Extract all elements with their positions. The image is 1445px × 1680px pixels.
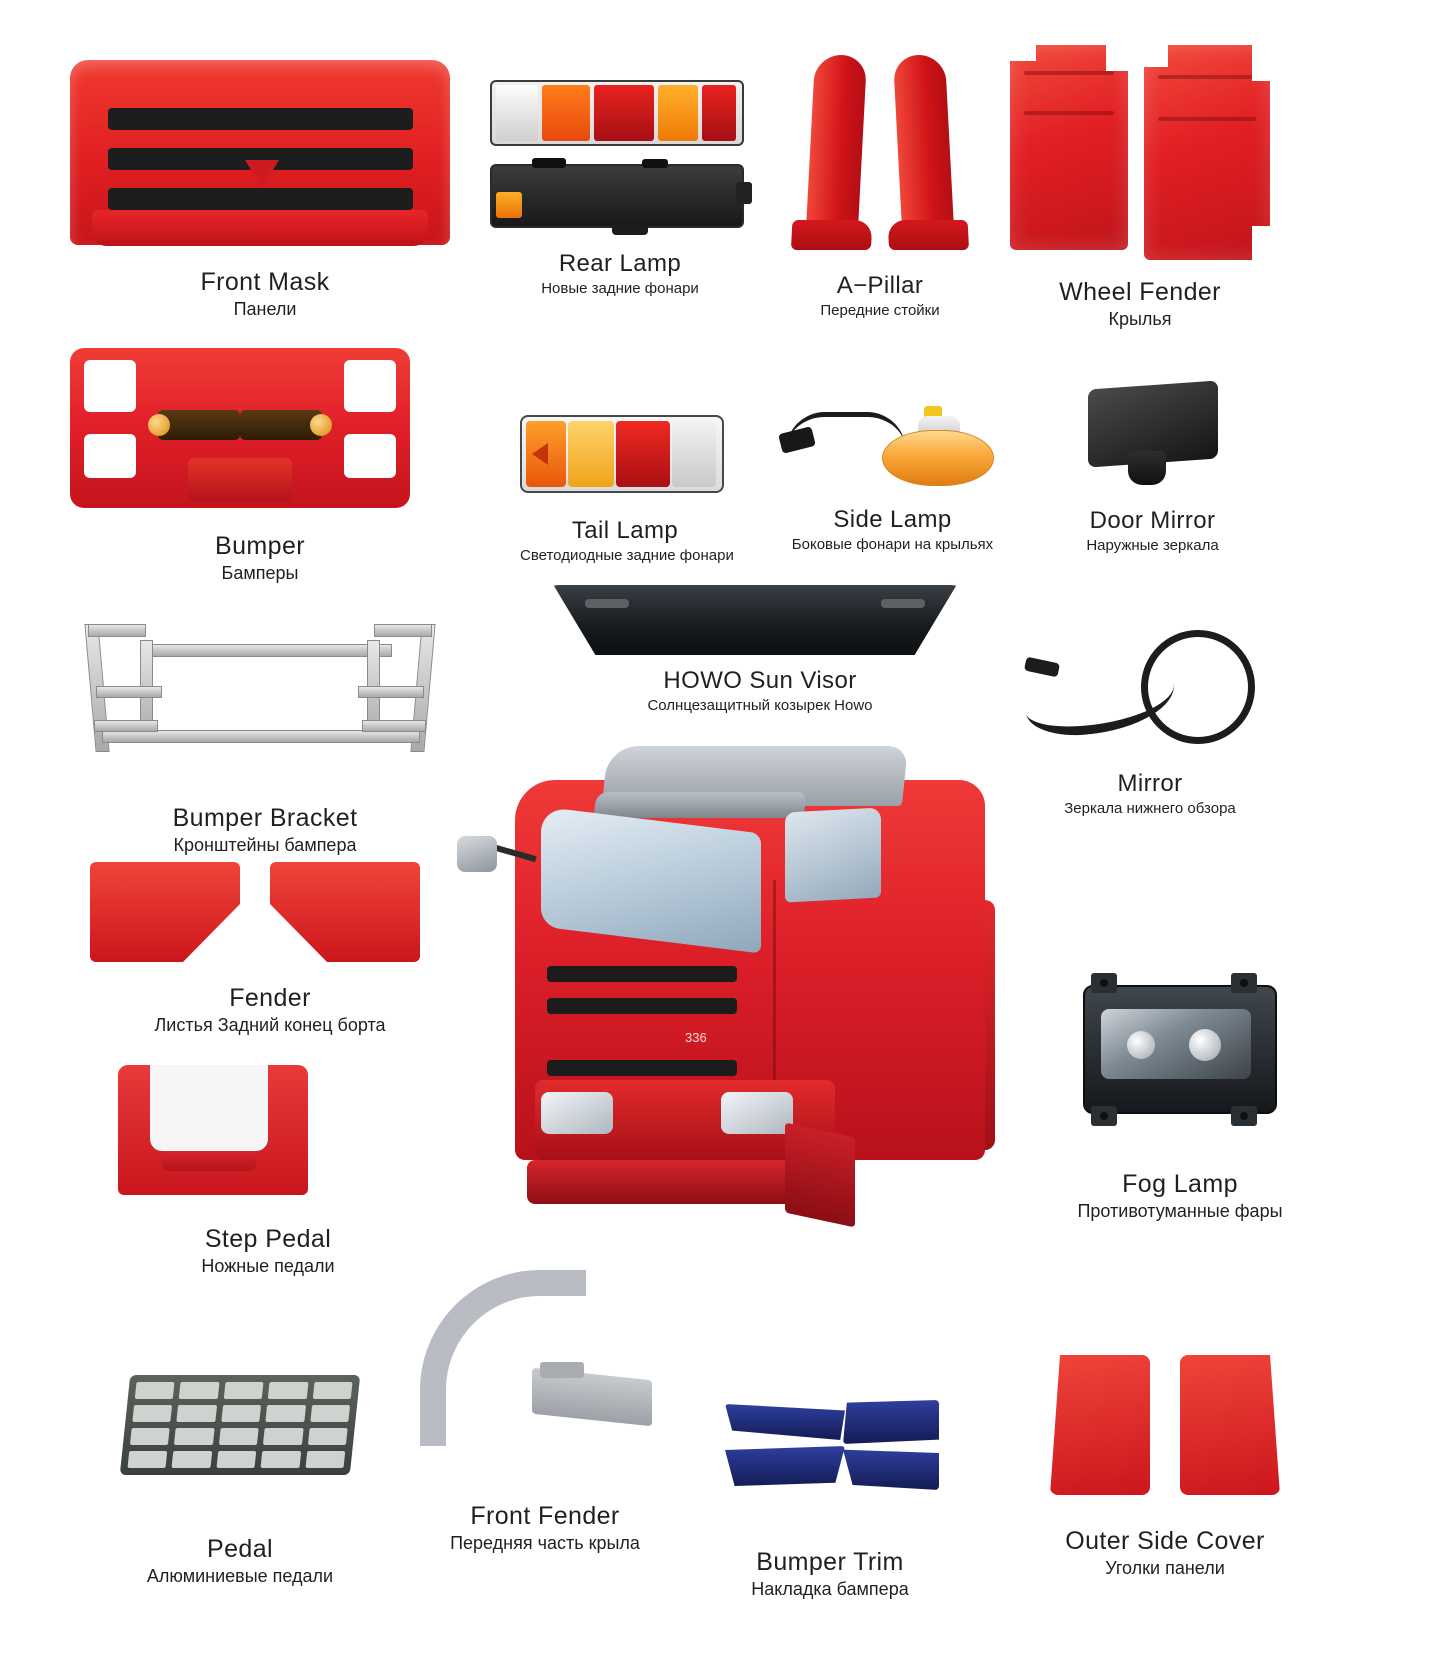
catalog-item-pedal <box>95 1375 385 1586</box>
fog-lamp-caption <box>1055 1170 1305 1221</box>
outer-side-cover-label-ru: Уголки панели <box>1105 1557 1225 1578</box>
a-pillar-label-en: A−Pillar <box>836 272 924 299</box>
catalog-item-bumper-bracket <box>80 610 450 855</box>
wheel-fender-image <box>1005 45 1275 260</box>
sun-visor-image <box>545 585 975 655</box>
door-mirror-image <box>1020 385 1285 485</box>
bumper-trim-image <box>695 1390 965 1500</box>
rear-lamp-label-en: Rear Lamp <box>558 250 682 277</box>
catalog-item-outer-side-cover <box>1030 1355 1300 1578</box>
bumper-trim-label-ru: Накладка бампера <box>751 1578 909 1599</box>
a-pillar-label-ru: Передние стойки <box>820 301 940 319</box>
catalog-item-bumper <box>70 348 450 583</box>
wheel-fender-label-en: Wheel Fender <box>1059 278 1221 306</box>
a-pillar-caption <box>790 272 970 319</box>
catalog-item-fog-lamp <box>1055 985 1305 1221</box>
sun-visor-caption <box>545 667 975 714</box>
front-mask-caption <box>70 268 460 319</box>
step-pedal-image <box>118 1065 418 1195</box>
front-fender-label-ru: Передняя часть крыла <box>450 1532 640 1553</box>
step-pedal-label-en: Step Pedal <box>204 1225 332 1253</box>
outer-side-cover-label-en: Outer Side Cover <box>1065 1527 1265 1555</box>
bumper-caption <box>70 532 450 583</box>
fender-label-ru: Листья Задний конец борта <box>154 1014 386 1035</box>
side-lamp-image <box>780 400 1005 490</box>
fender-label-en: Fender <box>229 984 311 1012</box>
sun-visor-label-en: HOWO Sun Visor <box>663 667 857 694</box>
catalog-item-front-mask <box>70 60 460 319</box>
pedal-label-ru: Алюминиевые педали <box>146 1565 334 1586</box>
bumper-bracket-caption <box>80 804 450 855</box>
mirror-label-ru: Зеркала нижнего обзора <box>1064 799 1236 817</box>
catalog-item-step-pedal <box>118 1065 418 1276</box>
catalog-item-tail-lamp <box>520 415 734 564</box>
tail-lamp-caption <box>520 517 734 564</box>
catalog-item-mirror <box>1025 630 1275 817</box>
door-mirror-label-en: Door Mirror <box>1089 507 1216 534</box>
fog-lamp-label-en: Fog Lamp <box>1122 1170 1238 1198</box>
catalog-item-door-mirror <box>1020 385 1285 554</box>
catalog-item-fender <box>90 862 450 1035</box>
a-pillar-image <box>790 55 970 250</box>
front-fender-label-en: Front Fender <box>470 1502 620 1530</box>
step-pedal-caption <box>118 1225 418 1276</box>
catalog-item-a-pillar <box>790 55 970 319</box>
front-mask-label-en: Front Mask <box>200 268 330 296</box>
rear-lamp-image <box>490 80 750 228</box>
bumper-trim-label-en: Bumper Trim <box>756 1548 904 1576</box>
mirror-caption <box>1025 770 1275 817</box>
catalog-item-rear-lamp <box>490 80 750 297</box>
fender-image <box>90 862 450 962</box>
tail-lamp-label-en: Tail Lamp <box>571 517 679 544</box>
side-lamp-label-en: Side Lamp <box>833 506 952 533</box>
outer-side-cover-caption <box>1030 1527 1300 1578</box>
bumper-bracket-label-ru: Кронштейны бампера <box>173 834 357 855</box>
pedal-label-en: Pedal <box>207 1535 273 1563</box>
fog-lamp-label-ru: Противотуманные фары <box>1077 1200 1283 1221</box>
door-mirror-label-ru: Наружные зеркала <box>1086 536 1219 554</box>
fender-caption <box>90 984 450 1035</box>
fog-lamp-image <box>1055 985 1305 1114</box>
mirror-image <box>1025 630 1275 760</box>
pedal-image <box>95 1375 385 1475</box>
catalog-item-wheel-fender <box>1005 45 1275 329</box>
door-mirror-caption <box>1020 507 1285 554</box>
tail-lamp-image <box>520 415 730 493</box>
truck-model-badge: 336 <box>685 1030 707 1045</box>
catalog-item-side-lamp <box>780 400 1005 553</box>
front-fender-caption <box>400 1502 690 1553</box>
front-fender-image <box>400 1270 690 1460</box>
catalog-item-bumper-trim <box>695 1390 965 1599</box>
front-mask-image <box>70 60 460 250</box>
bumper-bracket-label-en: Bumper Bracket <box>172 804 358 832</box>
step-pedal-label-ru: Ножные педали <box>201 1255 335 1276</box>
front-mask-label-ru: Панели <box>233 298 297 319</box>
bumper-label-ru: Бамперы <box>221 562 299 583</box>
side-lamp-caption <box>780 506 1005 553</box>
bumper-bracket-image <box>80 610 450 760</box>
catalog-item-front-fender <box>400 1270 690 1553</box>
outer-side-cover-image <box>1030 1355 1300 1495</box>
tail-lamp-label-ru: Светодиодные задние фонари <box>520 546 734 564</box>
side-lamp-label-ru: Боковые фонари на крыльях <box>791 535 994 553</box>
wheel-fender-label-ru: Крылья <box>1108 308 1172 329</box>
wheel-fender-caption <box>1005 278 1275 329</box>
bumper-trim-caption <box>695 1548 965 1599</box>
rear-lamp-label-ru: Новые задние фонари <box>541 279 699 297</box>
sun-visor-label-ru: Солнцезащитный козырек Howo <box>647 696 873 714</box>
rear-lamp-caption <box>490 250 750 297</box>
mirror-label-en: Mirror <box>1117 770 1183 797</box>
pedal-caption <box>95 1535 385 1586</box>
truck-cab-illustration <box>455 730 1015 1250</box>
catalog-item-sun-visor <box>545 585 975 714</box>
bumper-image <box>70 348 450 508</box>
bumper-label-en: Bumper <box>215 532 305 560</box>
